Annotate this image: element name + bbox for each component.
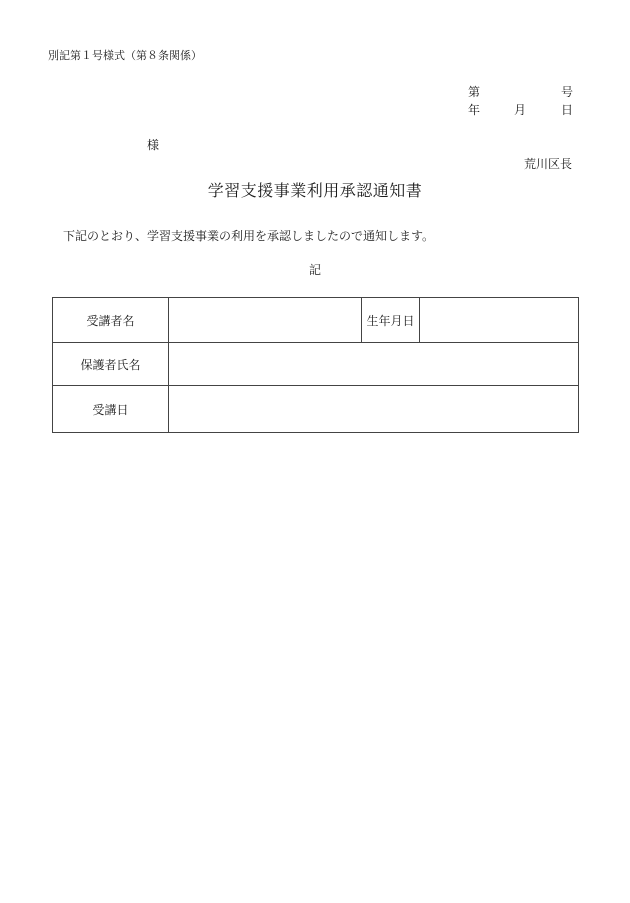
table-row <box>53 343 579 386</box>
sender-name: 荒川区長 <box>523 157 572 171</box>
table-row <box>53 298 579 343</box>
attendance-date-field[interactable] <box>169 386 579 433</box>
info-table <box>52 297 579 433</box>
date-day-label: 日 <box>561 103 574 117</box>
guardian-name-label: 保護者氏名 <box>53 343 169 386</box>
student-name-label: 受講者名 <box>53 298 169 343</box>
form-number: 別記第１号様式（第８条関係） <box>48 49 202 62</box>
student-name-field[interactable] <box>169 298 362 343</box>
ki-heading: 記 <box>308 263 321 277</box>
date-month-label: 月 <box>514 103 527 117</box>
document-number-suffix: 号 <box>561 85 574 99</box>
recipient-honorific: 様 <box>147 138 160 152</box>
table-row <box>53 386 579 433</box>
guardian-name-field[interactable] <box>169 343 579 386</box>
body-text: 下記のとおり、学習支援事業の利用を承認しましたので通知します。 <box>63 229 435 243</box>
date-year-label: 年 <box>468 103 481 117</box>
attendance-date-label: 受講日 <box>53 386 169 433</box>
birthdate-field[interactable] <box>420 298 579 343</box>
birthdate-label: 生年月日 <box>362 298 420 343</box>
document-number-prefix: 第 <box>468 85 481 99</box>
document-title: 学習支援事業利用承認通知書 <box>207 181 423 200</box>
